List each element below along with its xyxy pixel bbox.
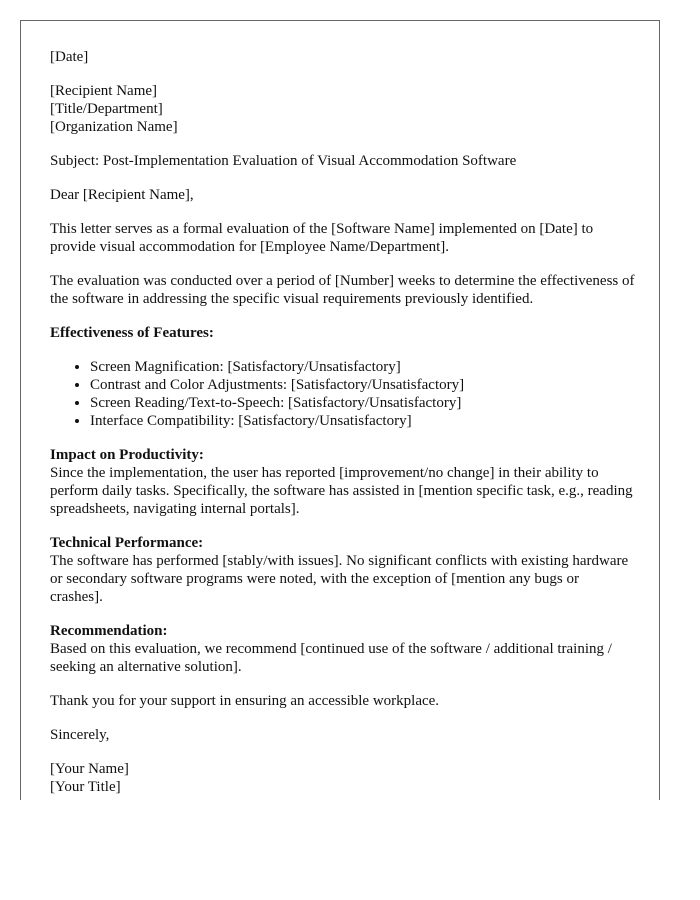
technical-section <box>50 534 635 606</box>
technical-text: The software has performed [stably/with issues]. No significant conflicts with existing hardware or secondary software programs were noted, with the exception of [mention any bugs or crashes]. <box>50 553 629 605</box>
recommendation-heading: Recommendation: <box>50 623 168 639</box>
features-list <box>50 358 635 430</box>
technical-heading: Technical Performance: <box>50 535 204 551</box>
signature-name: [Your Name] <box>50 761 129 777</box>
feature-item: • Screen Reading/Text-to-Speech: [Satisfactory/Unsatisfactory] <box>90 394 635 412</box>
letter-page <box>20 20 660 800</box>
signature-block <box>50 760 635 796</box>
letter-subject: Subject: Post-Implementation Evaluation of Visual Accommodation Software <box>50 153 517 169</box>
productivity-text: Since the implementation, the user has reported [improvement/no change] in their ability to perform daily tasks. Specifically, the software has assisted in [mention specific task, e.g., reading spreadsheets, navigating internal portals]. <box>50 465 633 517</box>
feature-item: • Interface Compatibility: [Satisfactory/Unsatisfactory] <box>90 412 635 430</box>
evaluation-period-paragraph: The evaluation was conducted over a period of [Number] weeks to determine the effectiveness of the software in addressing the specific visual requirements previously identified. <box>50 273 635 307</box>
features-heading-text: Effectiveness of Features: <box>50 325 214 341</box>
features-heading <box>50 324 635 342</box>
feature-item: • Contrast and Color Adjustments: [Satisfactory/Unsatisfactory] <box>90 376 635 394</box>
letter-body <box>50 48 635 800</box>
recipient-name: [Recipient Name] <box>50 83 158 99</box>
productivity-section <box>50 446 635 518</box>
recipient-block <box>50 82 635 136</box>
recipient-organization: [Organization Name] <box>50 119 178 135</box>
recipient-title: [Title/Department] <box>50 101 163 117</box>
productivity-heading: Impact on Productivity: <box>50 447 204 463</box>
letter-closing: Sincerely, <box>50 727 110 743</box>
letter-date: [Date] <box>50 49 89 65</box>
recommendation-section <box>50 622 635 676</box>
signature-title: [Your Title] <box>50 779 121 795</box>
feature-item: • Screen Magnification: [Satisfactory/Unsatisfactory] <box>90 358 635 376</box>
intro-paragraph: This letter serves as a formal evaluation of the [Software Name] implemented on [Date] to provide visual accommodation for [Employee Name/Department]. <box>50 221 594 255</box>
recommendation-text: Based on this evaluation, we recommend [continued use of the software / additional training / seeking an alternative solution]. <box>50 641 612 675</box>
letter-salutation: Dear [Recipient Name], <box>50 187 194 203</box>
thanks-paragraph: Thank you for your support in ensuring an accessible workplace. <box>50 693 440 709</box>
